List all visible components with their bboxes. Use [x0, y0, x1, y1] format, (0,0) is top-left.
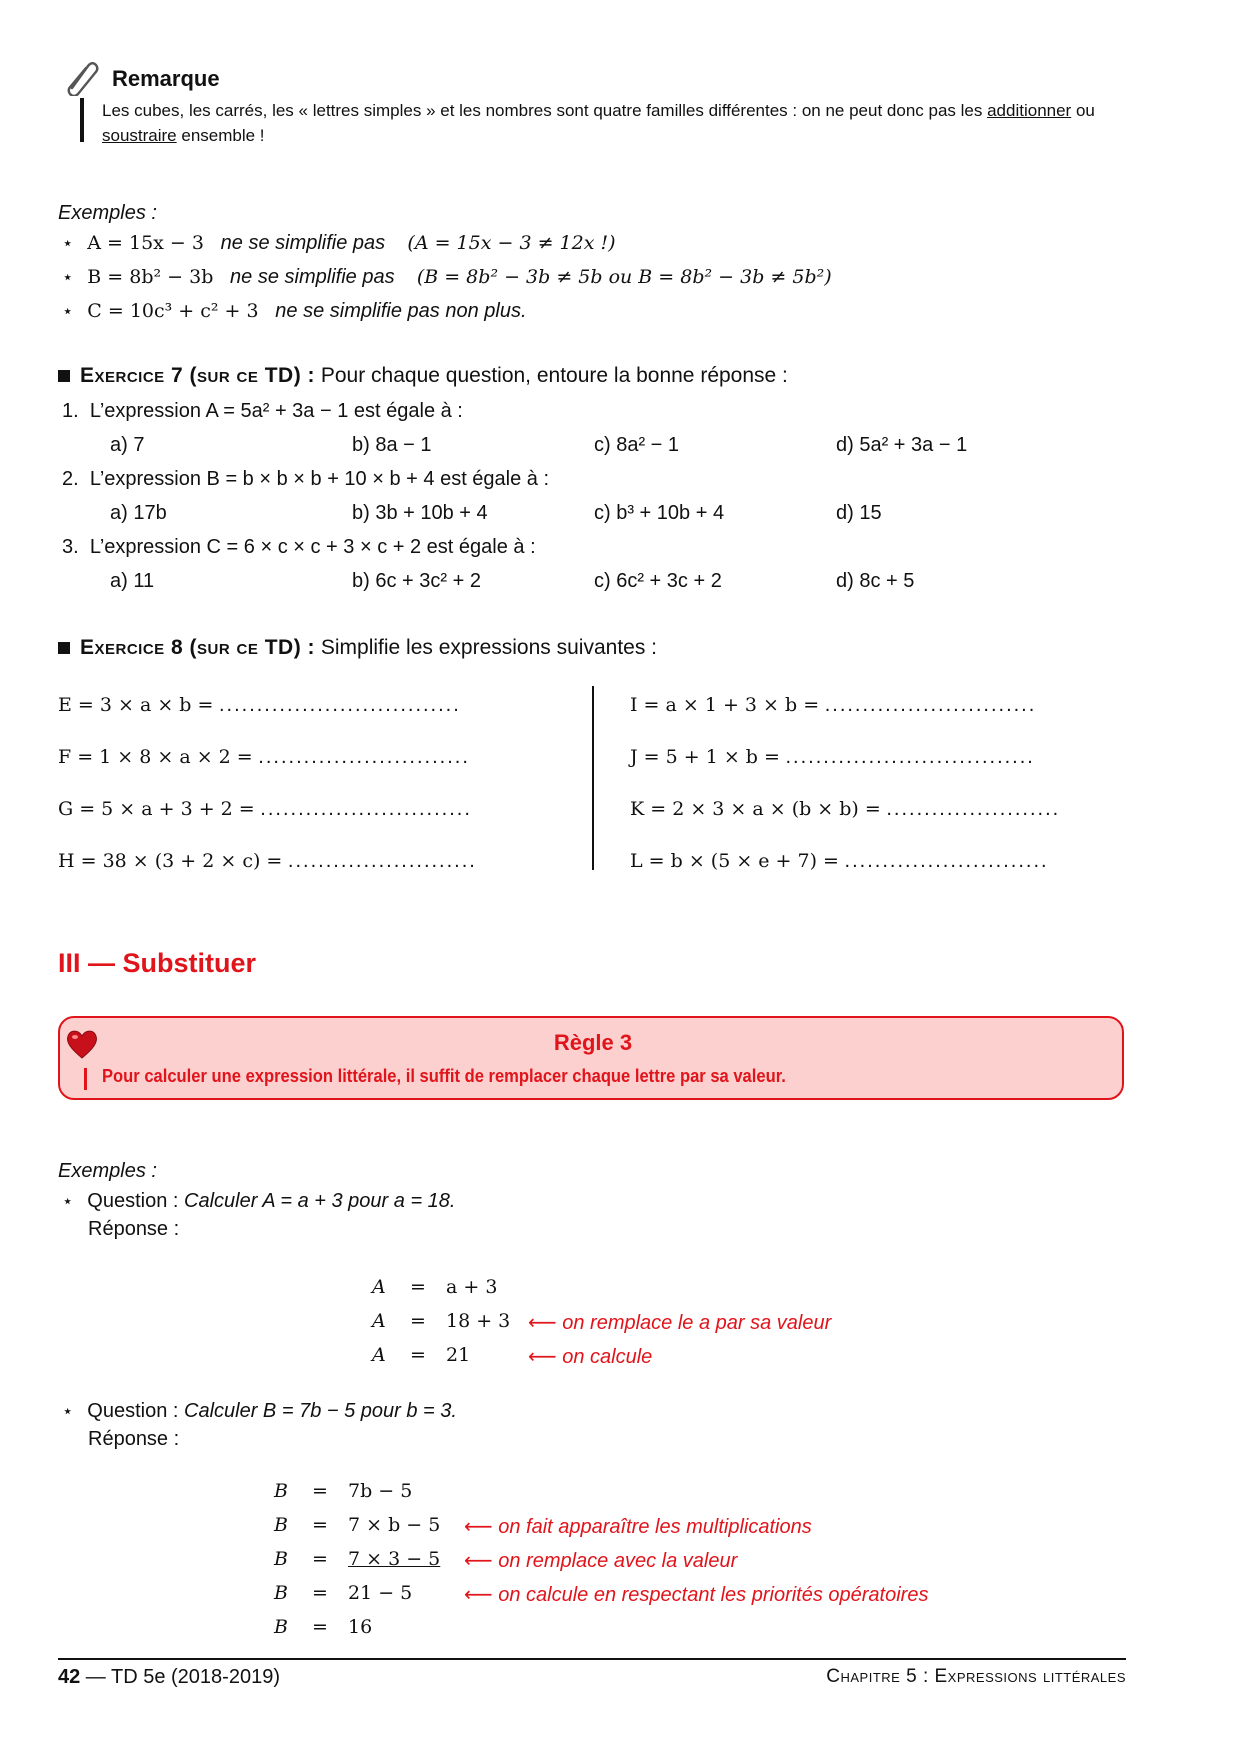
- examples-heading: Exemples :: [58, 1160, 157, 1182]
- step-lhs: A: [372, 1276, 386, 1298]
- column-divider: [592, 686, 594, 870]
- rule-bar: [84, 1068, 87, 1090]
- answer-label: Réponse :: [88, 1218, 180, 1240]
- step-lhs: B: [274, 1480, 288, 1502]
- example-item: ⋆ C = 10c³ + c² + 3 ne se simplifie pas non plus.: [62, 300, 527, 322]
- link-additionner: additionner: [987, 101, 1072, 120]
- step-rhs: 21: [446, 1344, 471, 1366]
- step-note: ⟵ on remplace le a par sa valeur: [528, 1312, 832, 1334]
- footer-left: 42 — TD 5e (2018-2019): [58, 1666, 280, 1688]
- step-eq: =: [312, 1514, 328, 1536]
- step-rhs: 7 × 3 − 5: [348, 1548, 441, 1570]
- option[interactable]: a) 17b: [110, 502, 167, 524]
- step-rhs: 7 × b − 5: [348, 1514, 441, 1536]
- examples-heading: Exemples :: [58, 202, 157, 224]
- step-rhs: 16: [348, 1616, 373, 1638]
- expression-j: J = 5 + 1 × b = .................................: [630, 746, 1035, 768]
- answer-blank[interactable]: .......................: [886, 798, 1061, 820]
- option[interactable]: d) 15: [836, 502, 882, 524]
- answer-blank[interactable]: ............................: [260, 798, 472, 820]
- step-lhs: B: [274, 1514, 288, 1536]
- rule-title: Règle 3: [553, 1030, 633, 1055]
- step-note: ⟵ on fait apparaître les multiplications: [464, 1516, 812, 1538]
- option[interactable]: b) 3b + 10b + 4: [352, 502, 488, 524]
- step-eq: =: [312, 1582, 328, 1604]
- step-eq: =: [312, 1480, 328, 1502]
- step-note: ⟵ on remplace avec la valeur: [464, 1550, 738, 1572]
- link-soustraire: soustraire: [102, 126, 177, 145]
- step-rhs: 18 + 3: [446, 1310, 511, 1332]
- expression-h: H = 38 × (3 + 2 × c) = .........................: [58, 850, 477, 872]
- question-a: ⋆ Question : Calculer A = a + 3 pour a = 18.: [62, 1190, 456, 1212]
- answer-blank[interactable]: .................................: [785, 746, 1035, 768]
- expression-i: I = a × 1 + 3 × b = ............................: [630, 694, 1037, 716]
- rule-box: [58, 1016, 1124, 1100]
- expression-k: K = 2 × 3 × a × (b × b) = .......................: [630, 798, 1061, 820]
- option[interactable]: b) 6c + 3c² + 2: [352, 570, 481, 592]
- remark-title: Remarque: [112, 66, 220, 91]
- answer-blank[interactable]: ............................: [824, 694, 1037, 716]
- step-note: ⟵ on calcule en respectant les priorités opératoires: [464, 1584, 929, 1606]
- option[interactable]: c) 8a² − 1: [594, 434, 680, 456]
- option[interactable]: b) 8a − 1: [352, 434, 432, 456]
- answer-blank[interactable]: ................................: [218, 694, 461, 716]
- remark-bar: [80, 98, 84, 142]
- footer-rule: [58, 1658, 1126, 1660]
- step-rhs: 7b − 5: [348, 1480, 413, 1502]
- exercise-8-title: Exercice 8 (sur ce TD) : Simplifie les expressions suivantes :: [58, 636, 657, 660]
- expression-e: E = 3 × a × b = ................................: [58, 694, 461, 716]
- option[interactable]: a) 11: [110, 570, 155, 592]
- step-eq: =: [312, 1616, 328, 1638]
- remark-text: Les cubes, les carrés, les « lettres simples » et les nombres sont quatre familles différentes : on ne peut donc pas les additionner ou soustraire ensemble !: [102, 101, 1095, 145]
- step-rhs: a + 3: [446, 1276, 498, 1298]
- step-eq: =: [312, 1548, 328, 1570]
- answer-blank[interactable]: ............................: [258, 746, 470, 768]
- option[interactable]: c) 6c² + 3c + 2: [594, 570, 722, 592]
- square-bullet-icon: [58, 642, 70, 654]
- exercise-7-title: Exercice 7 (sur ce TD) : Pour chaque question, entoure la bonne réponse :: [58, 364, 788, 388]
- answer-blank[interactable]: ...........................: [844, 850, 1049, 872]
- answer-label: Réponse :: [88, 1428, 180, 1450]
- expression-f: F = 1 × 8 × a × 2 = ............................: [58, 746, 470, 768]
- square-bullet-icon: [58, 370, 70, 382]
- example-item: ⋆ B = 8b² − 3b ne se simplifie pas (B = 8b² − 3b ≠ 5b ou B = 8b² − 3b ≠ 5b²): [62, 266, 832, 288]
- step-eq: =: [410, 1344, 426, 1366]
- step-lhs: A: [372, 1310, 386, 1332]
- question-1: 1. L’expression A = 5a² + 3a − 1 est égale à :: [62, 400, 463, 422]
- step-lhs: B: [274, 1548, 288, 1570]
- question-2: 2. L’expression B = b × b × b + 10 × b + 4 est égale à :: [62, 468, 550, 490]
- page-number: 42: [58, 1666, 81, 1688]
- question-3: 3. L’expression C = 6 × c × c + 3 × c + 2 est égale à :: [62, 536, 536, 558]
- step-lhs: B: [274, 1616, 288, 1638]
- expression-g: G = 5 × a + 3 + 2 = ............................: [58, 798, 472, 820]
- step-note: ⟵ on calcule: [528, 1346, 653, 1368]
- step-eq: =: [410, 1310, 426, 1332]
- option[interactable]: d) 8c + 5: [836, 570, 915, 592]
- step-rhs: 21 − 5: [348, 1582, 413, 1604]
- section-title: III — Substituer: [58, 948, 257, 978]
- expression-l: L = b × (5 × e + 7) = ...........................: [630, 850, 1049, 872]
- answer-blank[interactable]: .........................: [287, 850, 477, 872]
- rule-text: Pour calculer une expression littérale, il suffit de remplacer chaque lettre par sa valeur.: [102, 1066, 786, 1086]
- footer-right: Chapitre 5 : Expressions littérales: [826, 1666, 1126, 1687]
- step-lhs: B: [274, 1582, 288, 1604]
- step-eq: =: [410, 1276, 426, 1298]
- option[interactable]: a) 7: [110, 434, 145, 456]
- option[interactable]: c) b³ + 10b + 4: [594, 502, 725, 524]
- paperclip-icon: [62, 58, 100, 102]
- option[interactable]: d) 5a² + 3a − 1: [836, 434, 968, 456]
- step-lhs: A: [372, 1344, 386, 1366]
- example-item: ⋆ A = 15x − 3 ne se simplifie pas (A = 15x − 3 ≠ 12x !): [62, 232, 616, 254]
- question-b: ⋆ Question : Calculer B = 7b − 5 pour b = 3.: [62, 1400, 457, 1422]
